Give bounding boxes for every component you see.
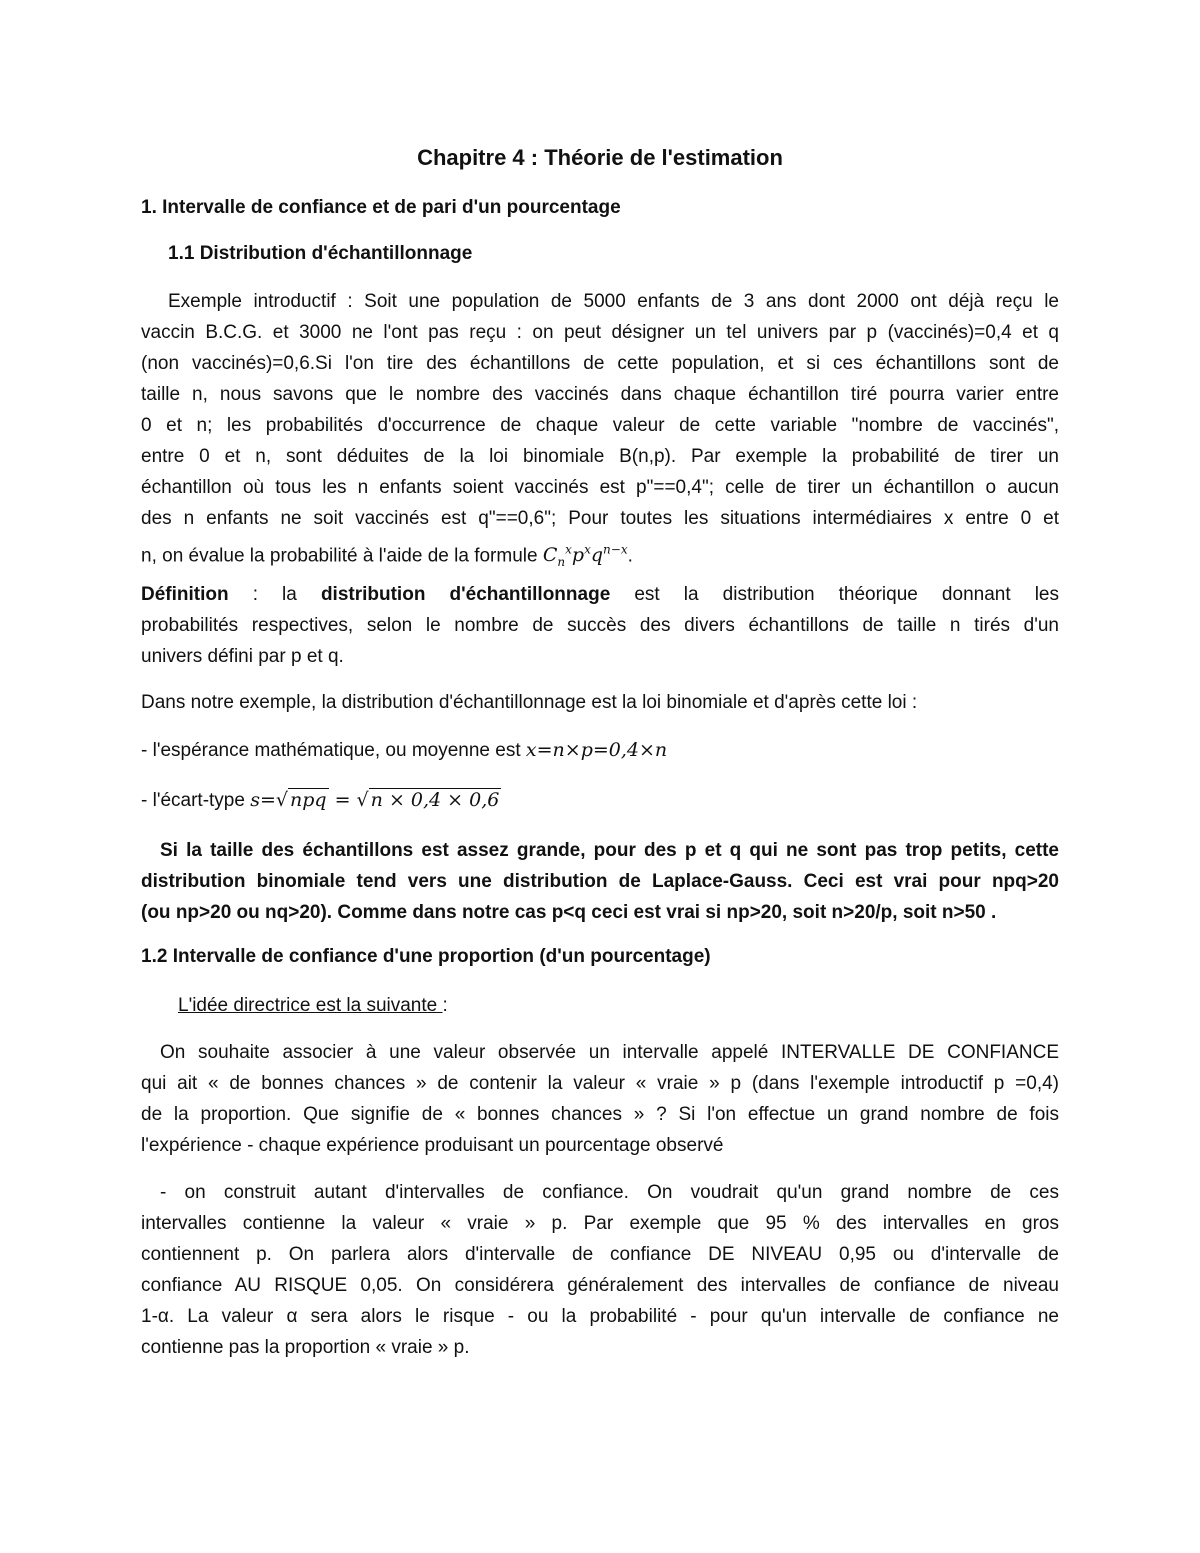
expectation-line [141, 737, 1059, 763]
paragraph-line: Dans notre exemple, la distribution d'échantillonnage est la loi binomiale et d'après cette loi : [141, 692, 918, 713]
bold-paragraph-line: Si la taille des échantillons est assez grande, pour des p et q qui ne sont pas trop petits, cette [160, 840, 1059, 861]
paragraph-line: Exemple introductif : Soit une population de 5000 enfants de 3 ans dont 2000 ont déjà reçu le [168, 291, 1059, 312]
paragraph-line: 0 et n; les probabilités d'occurrence de chaque valeur de cette variable "nombre de vaccinés", [141, 415, 1059, 436]
std-dev-line [141, 787, 1059, 813]
definition-text: est la distribution théorique donnant les [610, 584, 1059, 605]
bold-paragraph-line: distribution binomiale tend vers une distribution de Laplace-Gauss. Ceci est vrai pour npq>20 [141, 871, 1059, 892]
guiding-idea-text: L'idée directrice est la suivante [178, 995, 443, 1016]
paragraph-line: entre 0 et n, sont déduites de la loi binomiale B(n,p). Par exemple la probabilité de tirer un [141, 446, 1059, 467]
guiding-idea-line [178, 993, 1096, 1019]
section-1-heading: 1. Intervalle de confiance et de pari d'un pourcentage [141, 197, 621, 218]
definition-text: : la [228, 584, 321, 605]
paragraph-line: des n enfants ne soit vaccinés est q"==0,6"; Pour toutes les situations intermédiaires x entre 0 et [141, 508, 1059, 529]
definition-line: univers défini par p et q. [141, 646, 344, 667]
std-dev-text: - l'écart-type [141, 790, 245, 811]
bold-paragraph-line: (ou np>20 ou nq>20). Comme dans notre cas p<q ceci est vrai si np>20, soit n>20/p, soit n>50 . [141, 902, 997, 923]
definition-line [141, 582, 1059, 608]
paragraph-line: taille n, nous savons que le nombre des vaccinés dans chaque échantillon tiré pourra varier entre [141, 384, 1059, 405]
paragraph-line: de la proportion. Que signifie de « bonnes chances » ? Si l'on effectue un grand nombre de fois [141, 1104, 1059, 1125]
paragraph-line: qui ait « de bonnes chances » de contenir la valeur « vraie » p (dans l'exemple introductif p =0,4) [141, 1073, 1059, 1094]
paragraph-line: (non vaccinés)=0,6.Si l'on tire des échantillons de cette population, et si ces échantillons sont de [141, 353, 1059, 374]
paragraph-line: contienne pas la proportion « vraie » p. [141, 1337, 470, 1358]
section-1-1-heading: 1.1 Distribution d'échantillonnage [168, 243, 473, 264]
paragraph-line: vaccin B.C.G. et 3000 ne l'ont pas reçu : on peut désigner un tel univers par p (vaccinés)=0,4 et q [141, 322, 1059, 343]
expectation-text: - l'espérance mathématique, ou moyenne est [141, 740, 521, 761]
std-dev-formula: s=√ npq = √ n × 0,4 × 0,6 [250, 789, 500, 811]
definition-term: distribution d'échantillonnage [320, 584, 611, 605]
paragraph-line: l'expérience - chaque expérience produisant un pourcentage observé [141, 1135, 724, 1156]
guiding-idea-colon: : [442, 995, 448, 1016]
paragraph-line: échantillon où tous les n enfants soient vaccinés est p"==0,4"; celle de tirer un échantillon o aucun [141, 477, 1059, 498]
page-title: Chapitre 4 : Théorie de l'estimation [417, 145, 783, 170]
paragraph-line: - on construit autant d'intervalles de confiance. On voudrait qu'un grand nombre de ces [160, 1182, 1059, 1203]
expectation-formula: x=n×p=0,4×n [525, 739, 668, 761]
paragraph-line: 1-α. La valeur α sera alors le risque - ou la probabilité - pour qu'un intervalle de confiance ne [141, 1306, 1059, 1327]
paragraph-line: intervalles contienne la valeur « vraie » p. Par exemple que 95 % des intervalles en gros [141, 1213, 1059, 1234]
paragraph-line: contiennent p. On parlera alors d'intervalle de confiance DE NIVEAU 0,95 ou d'intervalle de [141, 1244, 1059, 1265]
section-1-2-heading: 1.2 Intervalle de confiance d'une proportion (d'un pourcentage) [141, 946, 711, 967]
paragraph-line: On souhaite associer à une valeur observée un intervalle appelé INTERVALLE DE CONFIANCE [160, 1042, 1059, 1063]
paragraph-line: confiance AU RISQUE 0,05. On considérera généralement des intervalles de confiance de niveau [141, 1275, 1059, 1296]
binomial-formula: $C_n^xp^xq^{n-x}$ [542, 543, 628, 570]
definition-label: Définition [141, 584, 229, 605]
definition-line: probabilités respectives, selon le nombre de succès des divers échantillons de taille n tirés d'un [141, 615, 1059, 636]
paragraph-line: n, on évalue la probabilité à l'aide de la formule $C_n^xp^xq^{n-x}$. [141, 543, 633, 570]
paragraph-text: n, on évalue la probabilité à l'aide de la formule [141, 545, 538, 567]
